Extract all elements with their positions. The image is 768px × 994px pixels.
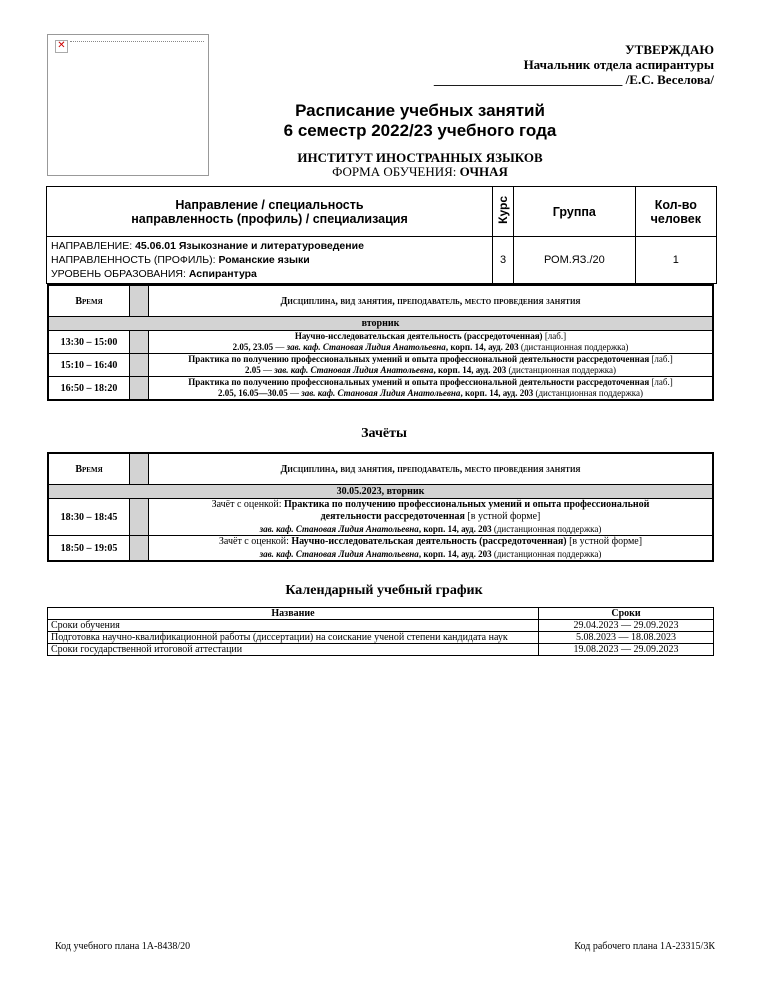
lesson-discipline: Практика по получению профессиональных умений и опыта профессиональной деятельности рассредоточенная (188, 377, 650, 387)
lesson-dates: 2.05 (244, 365, 261, 375)
lesson-discipline: Научно-исследовательская деятельность (рассредоточенная) (294, 331, 543, 341)
profile-label: НАПРАВЛЕННОСТЬ (ПРОФИЛЬ): (51, 254, 219, 266)
schedule-header-time: Время (48, 285, 130, 317)
table-row (48, 632, 714, 644)
footer-curriculum-code: Код учебного плана 1А-8438/20 (55, 941, 191, 952)
direction-row (51, 239, 488, 253)
header-direction (47, 187, 493, 237)
exam-time: 18:30 – 18:45 (48, 499, 130, 536)
lesson-dates: 2.05, 23.05 (232, 342, 274, 352)
lesson-teacher: зав. каф. Становая Лидия Анатольевна (301, 388, 461, 398)
row-spacer (130, 499, 149, 536)
level-value: Аспирантура (188, 268, 257, 280)
calendar-item-name: Сроки государственной итоговой аттестации (48, 644, 539, 656)
table-row (48, 377, 713, 401)
calendar-title: Календарный учебный график (285, 583, 483, 598)
lesson-info (149, 377, 714, 401)
header-course (492, 187, 513, 237)
title-line-1: Расписание учебных занятий (295, 101, 545, 120)
institute-block (230, 151, 610, 179)
approval-position: Начальник отдела аспирантуры (523, 57, 714, 72)
schedule-header-discipline: Дисциплина, вид занятия, преподаватель, место проведения занятия (149, 285, 714, 317)
approval-signature: _____________________________ /Е.С. Веселова/ (433, 72, 714, 87)
table-row (48, 331, 713, 354)
table-row (48, 644, 714, 656)
table-row (48, 620, 714, 632)
schedule-day: вторник (48, 317, 713, 331)
exam-prefix: Зачёт с оценкой: (211, 499, 285, 510)
lesson-teacher: зав. каф. Становая Лидия Анатольевна (286, 342, 446, 352)
exam-prefix: Зачёт с оценкой: (218, 536, 292, 547)
logo-image (47, 34, 209, 176)
lesson-time: 16:50 – 18:20 (48, 377, 130, 401)
lesson-note: (дистанционная поддержка) (533, 388, 644, 398)
course-value: 3 (492, 237, 513, 284)
exams-day: 30.05.2023, вторник (48, 485, 713, 499)
exam-place: , корп. 14, ауд. 203 (418, 524, 492, 534)
study-form (230, 165, 610, 179)
exam-discipline: Практика по получению профессиональных умений и опыта профессиональной деятельности рассредоточенная (284, 499, 650, 522)
calendar-header-dates: Сроки (539, 608, 714, 620)
direction-label: НАПРАВЛЕНИЕ: (51, 240, 136, 252)
lesson-teacher: зав. каф. Становая Лидия Анатольевна (274, 365, 434, 375)
exam-info (149, 499, 714, 536)
header-count-line2: человек (650, 211, 701, 226)
exams-header-discipline: Дисциплина, вид занятия, преподаватель, место проведения занятия (149, 453, 714, 485)
approval-label: УТВЕРЖДАЮ (625, 42, 714, 57)
exam-form: [в устной форме] (566, 536, 643, 547)
header-course-label: Курс (496, 196, 511, 224)
exams-title: Зачёты (361, 426, 407, 441)
calendar-item-name: Сроки обучения (48, 620, 539, 632)
exams-table (47, 452, 714, 562)
lesson-time: 13:30 – 15:00 (48, 331, 130, 354)
study-form-label: ФОРМА ОБУЧЕНИЯ: (332, 164, 460, 179)
profile-row (51, 253, 488, 267)
calendar-item-dates: 19.08.2023 — 29.09.2023 (539, 644, 714, 656)
exam-note: (дистанционная поддержка) (491, 549, 602, 559)
lesson-discipline: Практика по получению профессиональных умений и опыта профессиональной деятельности рассредоточенная (188, 354, 650, 364)
calendar-item-dates: 29.04.2023 — 29.09.2023 (539, 620, 714, 632)
lesson-note: (дистанционная поддержка) (518, 342, 629, 352)
title-line-2: 6 семестр 2022/23 учебного года (283, 121, 557, 140)
row-spacer (130, 331, 149, 354)
row-spacer (130, 536, 149, 562)
header-count (635, 187, 716, 237)
calendar-header-name: Название (48, 608, 539, 620)
broken-image-icon: ✕ (55, 40, 68, 53)
lesson-place: , корп. 14, ауд. 203 (445, 342, 519, 352)
lesson-place: , корп. 14, ауд. 203 (460, 388, 534, 398)
exam-time: 18:50 – 19:05 (48, 536, 130, 562)
lesson-time: 15:10 – 16:40 (48, 354, 130, 377)
group-value: РОМ.ЯЗ./20 (514, 237, 636, 284)
lesson-info (149, 331, 714, 354)
row-spacer (130, 354, 149, 377)
program-description (47, 237, 493, 284)
lesson-type: [лаб.] (649, 377, 673, 387)
calendar-table (47, 607, 714, 656)
table-row (48, 499, 713, 536)
logo-caption (70, 41, 204, 45)
exam-place: , корп. 14, ауд. 203 (418, 549, 492, 559)
lesson-note: (дистанционная поддержка) (506, 365, 617, 375)
exams-header-time: Время (48, 453, 130, 485)
header-count-line1: Кол-во (654, 197, 697, 212)
footer-workplan-code: Код рабочего плана 1А-23315/3К (574, 941, 715, 952)
lesson-dash: — (273, 342, 287, 352)
header-direction-line2: направленность (профиль) / специализация (131, 211, 408, 226)
profile-value: Романские языки (218, 254, 310, 266)
exam-note: (дистанционная поддержка) (491, 524, 602, 534)
exams-header-spacer (130, 453, 149, 485)
lesson-info (149, 354, 714, 377)
exam-discipline: Научно-исследовательская деятельность (рассредоточенная) (291, 536, 567, 547)
institute-name: ИНСТИТУТ ИНОСТРАННЫХ ЯЗЫКОВ (297, 150, 543, 165)
study-form-value: ОЧНАЯ (459, 164, 508, 179)
exam-teacher: зав. каф. Становая Лидия Анатольевна (259, 549, 419, 559)
level-row (51, 267, 488, 281)
direction-value: 45.06.01 Языкознание и литературоведение (135, 240, 364, 252)
lesson-dash: — (287, 388, 302, 398)
count-value: 1 (635, 237, 716, 284)
approval-block (434, 42, 714, 87)
exam-form: [в устной форме] (464, 511, 541, 522)
schedule-table (47, 284, 714, 401)
calendar-item-name: Подготовка научно-квалификационной работы (диссертации) на соискание ученой степени кандидата наук (48, 632, 539, 644)
program-info-table (46, 186, 717, 284)
exam-info (149, 536, 714, 562)
page-title (220, 101, 620, 141)
level-label: УРОВЕНЬ ОБРАЗОВАНИЯ: (51, 268, 189, 280)
exam-teacher: зав. каф. Становая Лидия Анатольевна (259, 524, 419, 534)
table-row (48, 536, 713, 562)
lesson-type: [лаб.] (649, 354, 673, 364)
lesson-type: [лаб.] (542, 331, 567, 341)
table-row (48, 354, 713, 377)
header-direction-line1: Направление / специальность (175, 197, 364, 212)
header-group: Группа (514, 187, 636, 237)
schedule-header-spacer (130, 285, 149, 317)
row-spacer (130, 377, 149, 401)
lesson-place: , корп. 14, ауд. 203 (433, 365, 507, 375)
calendar-item-dates: 5.08.2023 — 18.08.2023 (539, 632, 714, 644)
lesson-dash: — (260, 365, 275, 375)
lesson-dates: 2.05, 16.05—30.05 (217, 388, 288, 398)
